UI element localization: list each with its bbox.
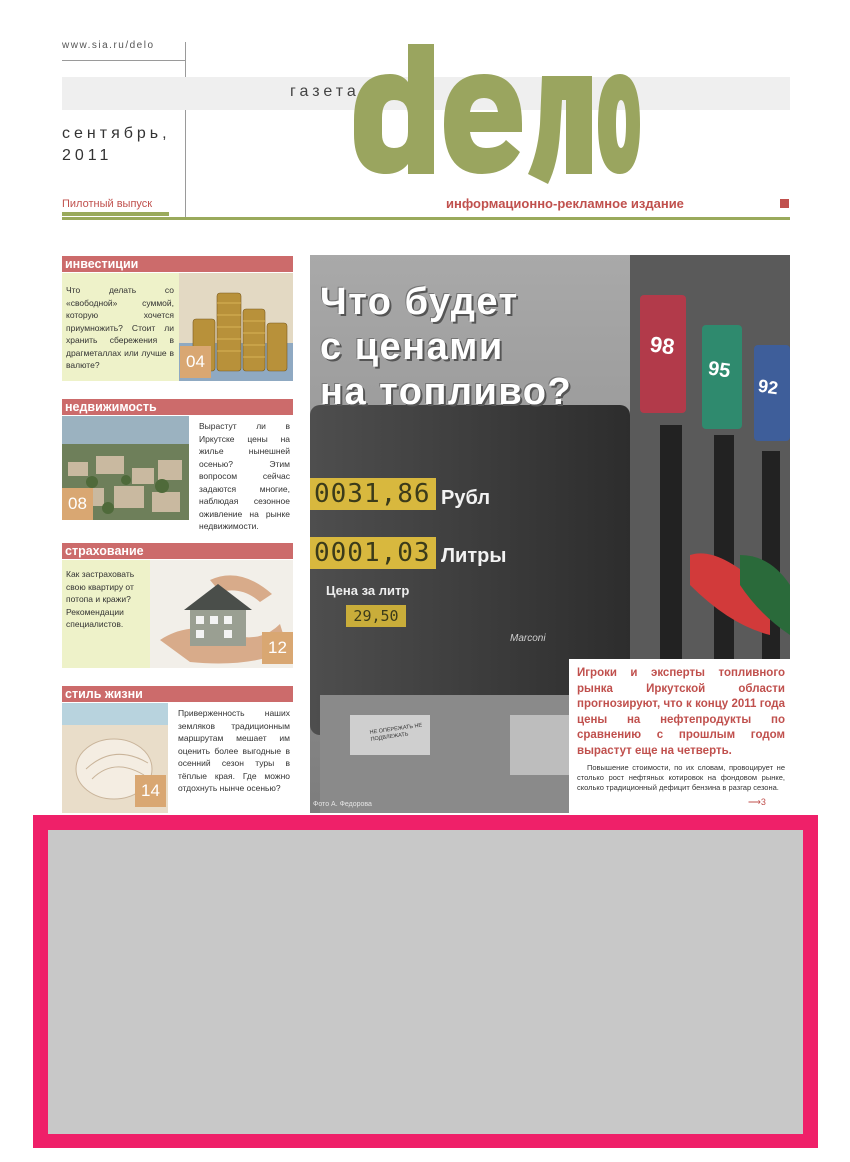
masthead-rule <box>62 217 790 220</box>
headline-line: на топливо? <box>320 371 573 413</box>
arrow-right-icon: ⟶ <box>748 797 761 807</box>
cover-lead[interactable]: Игроки и эксперты топливного рынка Иркутской области прогнозируют, что к концу 2011 года цены на нефтепродукты по сравнению с прошлым годом вырастут еще на четверть. <box>577 667 785 757</box>
investments-teaser[interactable]: Что делать со «свободной» суммой, которую хочется приумножить? Стоит ли хранить сбережения в драгметаллах или лучше в валюте? <box>66 285 174 370</box>
divider <box>62 60 185 61</box>
ad-placeholder <box>48 830 803 1134</box>
pump-liters-unit: Литры <box>441 545 507 567</box>
section-title-insurance[interactable]: страхование <box>62 543 293 559</box>
pump-brand: Marconi <box>510 633 546 644</box>
headline-line: Что будет <box>320 281 519 323</box>
pump-liters-display: 0001,03 <box>310 537 436 569</box>
cover-headline[interactable] <box>320 280 572 415</box>
photo-credit: Фото А. Федорова <box>313 801 372 808</box>
issue-month: сентябрь, <box>62 125 171 142</box>
page-ref[interactable] <box>748 797 766 808</box>
insurance-teaser[interactable]: Как застраховать свою квартиру от потопа и кражи? Рекомендации специалистов. <box>66 569 135 629</box>
page-number-badge[interactable]: 14 <box>135 775 166 807</box>
realty-teaser[interactable]: Вырастут ли в Иркутске цены на жилье нынешней осенью? Этим вопросом сейчас задаются многие, наблюдая сезонное оживление на рынке недвижимости. <box>199 421 290 531</box>
pilot-label: Пилотный выпуск <box>62 198 153 210</box>
gazeta-label: газета <box>290 83 360 100</box>
cover-body: Повышение стоимости, по их словам, провоцирует не столько рост нефтяных котировок на фондовом рынке, сколько традиционный дефицит бензина в разгар сезона. <box>577 763 785 792</box>
page-number-badge[interactable]: 12 <box>262 632 293 664</box>
site-url: www.sia.ru/delo <box>62 40 155 51</box>
issue-year: 2011 <box>62 147 113 164</box>
tagline-square <box>780 199 789 208</box>
price-label: Цена за литр <box>326 583 410 598</box>
delo-logo <box>340 24 640 196</box>
page-number-badge[interactable]: 08 <box>62 488 93 520</box>
pump-sum-display: 0031,86 <box>310 478 436 510</box>
pump-sum-unit: Рубл <box>441 487 491 509</box>
octane-92: 92 <box>756 375 780 399</box>
section-title-lifestyle[interactable]: стиль жизни <box>62 686 293 702</box>
headline-line: с ценами <box>320 326 504 368</box>
page-number-badge[interactable]: 04 <box>180 346 211 378</box>
price-display: 29,50 <box>346 605 406 627</box>
divider <box>185 42 186 220</box>
pump-sticker: НЕ ОПЕРЕЖАТЬ НЕ ПОДВЛЕЖАТЬ <box>369 722 423 743</box>
pilot-underline <box>62 212 169 216</box>
tagline: информационно-рекламное издание <box>446 196 684 211</box>
section-title-investments[interactable]: инвестиции <box>62 256 293 272</box>
octane-95: 95 <box>706 357 732 383</box>
page-ref-number: 3 <box>760 797 766 807</box>
issue-date <box>62 123 171 167</box>
octane-98: 98 <box>648 331 677 360</box>
section-title-realty[interactable]: недвижимость <box>62 399 293 415</box>
lifestyle-teaser[interactable]: Приверженность наших земляков традиционным маршрутам мешает им оценить более выгодные в осенний сезон туры в тёплые края. Где можно отдохнуть нынче осенью? <box>178 708 290 793</box>
